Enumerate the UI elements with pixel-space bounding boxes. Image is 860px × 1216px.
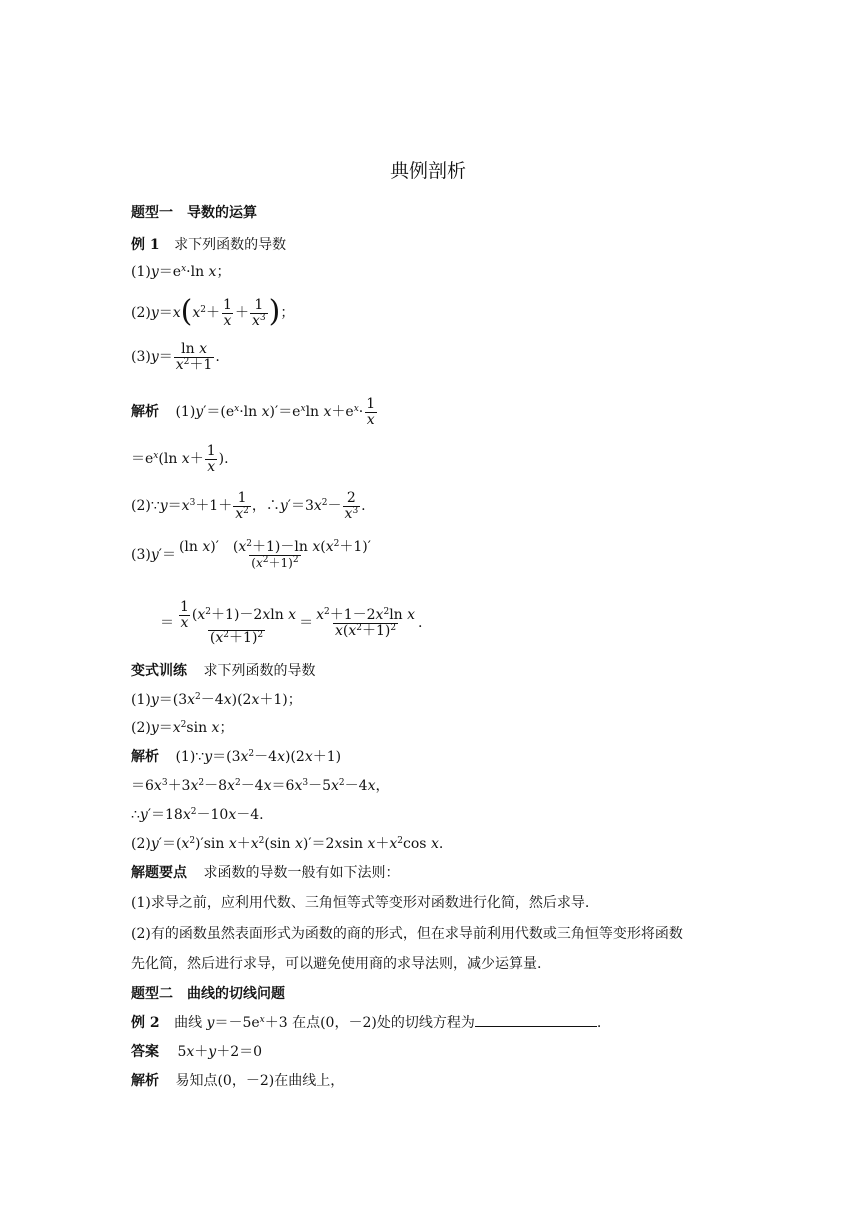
keypoint-1: (1)求导之前，应利用代数、三角恒等式等变形对函数进行化简，然后求导. xyxy=(131,895,590,911)
drill-item-2: $(2)y=x^2\sin$ x； xyxy=(131,720,234,736)
example-2-solution-text: 易知点(0，－2)在曲线上， xyxy=(175,1073,345,1089)
drill-solution-line-1: 解析 $(1)\because y=(3x^2-4x)(2x+1)$ xyxy=(131,749,342,765)
keypoint-2-line-1: (2)有的函数虽然表面形式为函数的商的形式，但在求导前利用代数或三角恒等变形将函数 xyxy=(131,926,683,942)
drill-solution-label: 解析 xyxy=(131,749,159,765)
page-title: 典例剖析 xyxy=(390,160,467,182)
solution-1-line-3: $(2)\because y=x^3+1+$ $\frac{1}{x^2}$ ，$\therefore y'=3x^2-$ $\frac{2}{x^3}$ . xyxy=(131,490,366,522)
keypoints-intro: 求函数的导数一般有如下法则： xyxy=(203,865,400,881)
solution-1-line-2: $=e^x(\ln$ x＋ $\frac{1}{x}$ ). xyxy=(131,443,229,475)
answer-blank[interactable] xyxy=(475,1025,597,1027)
example-1-label: 例 1 xyxy=(131,237,160,253)
solution-1-line-1: 解析 $(1)y'=(e^x\cdot\ln$ $x)'=e^x\ln$ $x+e^x\cdot$ $\frac{1}{x}$ xyxy=(131,396,376,428)
answer-label: 答案 xyxy=(131,1044,159,1060)
solution-label: 解析 xyxy=(131,404,159,421)
example-1-item-2: $(2)y=x(x^2+$ $\frac{1}{x}$ ＋ $\frac{1}{x^3}$ )； xyxy=(131,294,295,330)
example-1-item-3: (3)y＝ $\frac{\text{ln x}}{x^2+1}$ . xyxy=(131,341,220,373)
example-2-solution xyxy=(131,1074,344,1088)
example-2-answer: 答案 5x＋y＋2＝0 xyxy=(131,1044,263,1060)
keypoint-2-line-2: 先化简，然后进行求导，可以避免使用商的求导法则，减少运算量. xyxy=(131,956,542,972)
example-1-text: 求下列函数的导数 xyxy=(174,237,287,253)
solution-1-line-5: ＝ $\frac{1}{x}$ $(x^2+1)-2xln$ x $(x^2+1)^2$ ＝ $\frac{x^2+1-2x^2\ln x}{x(x^2+1)^2}$ . xyxy=(160,599,423,647)
example-2: 例 2 曲线 $y=-5e^x+3$ 在点(0，－2)处的切线方程为 . xyxy=(131,1015,602,1031)
drill-label: 变式训练 xyxy=(131,663,187,679)
drill-item-1: $(1)y=(3x^2-4x)(2x+1)$； xyxy=(131,692,302,708)
example-1-item-1: $(1)y=e^x\cdot\ln$ x； xyxy=(131,264,231,280)
solution-1-line-4: (3)y′＝ $\frac{(\ln x)' (x^2+1)-\ln x(x^2+1)'}{(x^2+1)^2}$ xyxy=(131,539,371,570)
section-heading-2: 题型二 曲线的切线问题 xyxy=(131,986,285,1002)
drill-heading xyxy=(131,664,315,678)
example-2-solution-label: 解析 xyxy=(131,1073,159,1089)
drill-solution-line-3: $\therefore y'=18x^2-10x-4$. xyxy=(131,807,264,823)
drill-text: 求下列函数的导数 xyxy=(203,663,316,679)
drill-solution-line-4: $(2)y'=(x^2)'\sin$ $x+x^2(\sin$ x)′＝2xsin $x+x^2\cos$ x. xyxy=(131,836,444,852)
keypoints-label: 解题要点 xyxy=(131,865,187,881)
example-1 xyxy=(131,238,286,252)
drill-solution-line-2: $=6x^3+3x^2-8x^2-4x=6x^3-5x^2-4x$， xyxy=(131,778,390,794)
section-heading-1: 题型一 导数的运算 xyxy=(131,205,257,221)
example-2-label: 例 2 xyxy=(131,1015,160,1031)
keypoints-heading xyxy=(131,866,399,880)
